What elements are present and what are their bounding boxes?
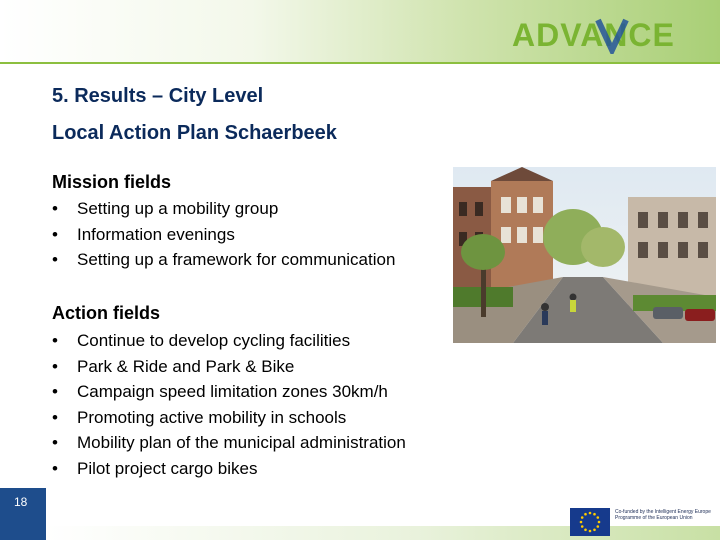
list-item [52,456,406,482]
bullet: • [52,356,58,376]
list-item [52,328,406,354]
bullet: • [52,199,58,218]
street-photo [453,167,716,343]
bullet: • [52,433,58,453]
list-item-text: Pilot project cargo bikes [77,458,258,478]
page-number-box [0,488,46,540]
list-item-text: Setting up a framework for communication [77,250,396,270]
list-item-text: Campaign speed limitation zones 30km/h [77,382,388,402]
footer-strip [46,526,720,540]
list-item-text: Information evenings [77,224,235,244]
list-item-text: Promoting active mobility in schools [77,407,347,427]
list-item [52,430,406,456]
list-item-text: Mobility plan of the municipal administration [77,433,406,453]
header-divider [0,62,720,64]
list-item [52,354,406,380]
plan-title: Local Action Plan Schaerbeek [52,122,337,144]
page-number: 18 [14,495,28,509]
bullet: • [52,407,58,427]
street-scene-image [453,167,716,343]
action-heading: Action fields [52,303,161,323]
advance-logo-text: ADVANCE [512,17,675,53]
eu-cofunding-text: Co-funded by the Intelligent Energy Europe Programme of the European Union [615,509,711,521]
eu-flag-icon [570,508,610,536]
mission-list [52,196,395,273]
list-item-text: Park & Ride and Park & Bike [77,356,295,376]
list-item-text: Setting up a mobility group [77,199,279,218]
list-item [52,222,395,248]
list-item [52,405,406,431]
list-item [52,196,395,222]
bullet: • [52,382,58,402]
section-title: 5. Results – City Level [52,85,264,107]
mission-heading: Mission fields [52,172,172,192]
list-item [52,247,395,273]
list-item [52,379,406,405]
list-item-text: Continue to develop cycling facilities [77,331,351,350]
bullet: • [52,224,58,244]
action-list [52,328,406,482]
advance-logo [508,14,708,54]
eu-stars-icon [570,508,610,536]
bullet: • [52,250,58,270]
bullet: • [52,331,58,350]
bullet: • [52,458,58,478]
